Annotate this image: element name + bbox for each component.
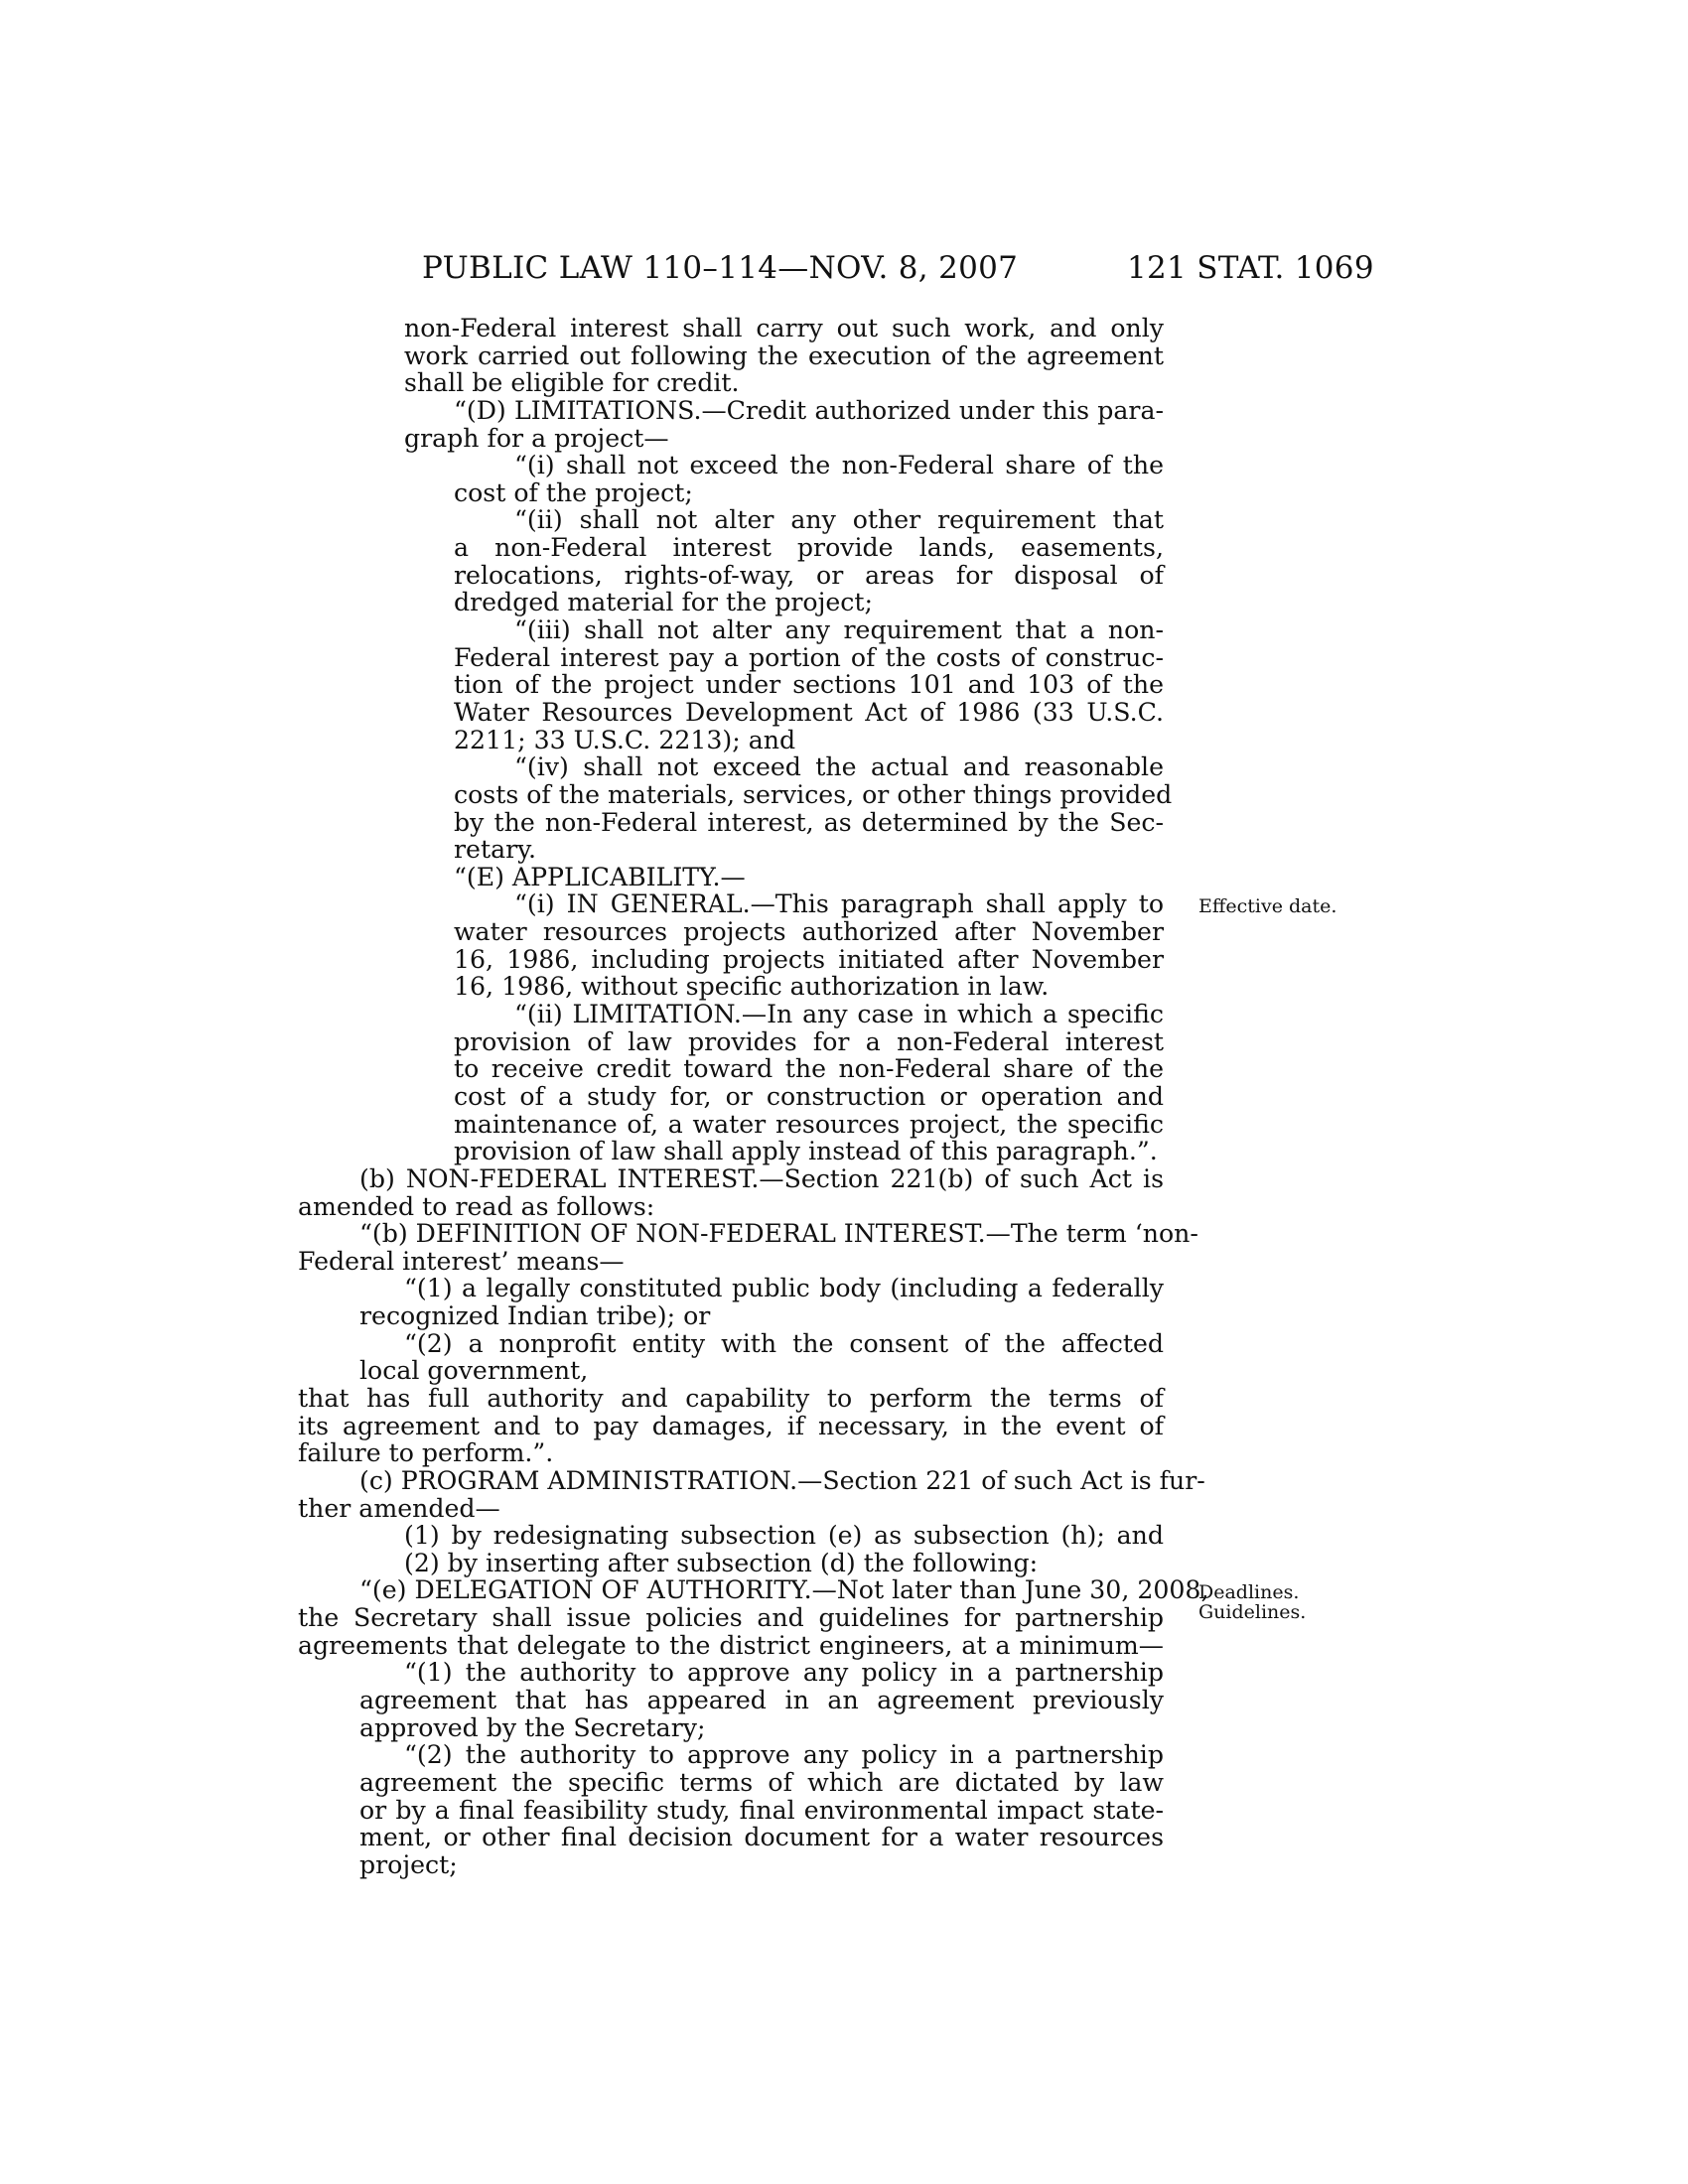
text-line: Water Resources Development Act of 1986 (33 U.S.C. [454,697,1164,727]
text-line: “(1) a legally constituted public body (including a federally [404,1274,1164,1303]
text-line: “(iii) shall not alter any requirement that a non- [514,615,1164,645]
text-line: retary. [454,835,537,865]
text-line: “(ii) LIMITATION.—In any case in which a specific [514,1000,1164,1029]
text-line: costs of the materials, services, or other things provided [454,779,1173,809]
text-line: “(i) IN GENERAL.—This paragraph shall apply to [514,889,1164,919]
margin-note-effective-date: Effective date. [1198,895,1337,917]
text-line: “(i) shall not exceed the non-Federal share of the [514,451,1164,480]
text-line: failure to perform.”. [298,1438,554,1468]
text-line: provision of law shall apply instead of this paragraph.”. [454,1137,1158,1166]
text-line: tion of the project under sections 101 and 103 of the [454,670,1164,700]
text-line: provision of law provides for a non-Federal interest [454,1026,1164,1056]
text-line: (c) PROGRAM ADMINISTRATION.—Section 221 of such Act is fur- [359,1465,1205,1495]
text-line: work carried out following the execution of the agreement [404,341,1164,370]
text-line: “(D) LIMITATIONS.—Credit authorized under this para- [454,395,1164,425]
text-line: agreements that delegate to the district engineers, at a minimum— [298,1630,1164,1660]
text-line: “(ii) shall not alter any other requirement that [514,505,1164,535]
text-line: Federal interest’ means— [298,1246,625,1276]
text-line: water resources projects authorized after November [454,917,1164,947]
text-line: “(iv) shall not exceed the actual and reasonable [514,752,1164,782]
text-line: “(2) a nonprofit entity with the consent of the affected [404,1328,1164,1358]
text-line: or by a final feasibility study, final environmental impact state- [359,1795,1164,1825]
text-line: relocations, rights-of-way, or areas for disposal of [454,560,1164,590]
text-line: ther amended— [298,1493,500,1523]
text-line: cost of a study for, or construction or operation and [454,1081,1164,1111]
text-line: amended to read as follows: [298,1191,655,1221]
text-line: agreement the specific terms of which are dictated by law [359,1767,1164,1797]
text-line: 16, 1986, without specific authorization in law. [454,972,1050,1002]
text-line: that has full authority and capability to perform the terms of [298,1383,1164,1413]
text-line: “(2) the authority to approve any policy in a partnership [404,1740,1164,1770]
statute-text [298,314,1209,1879]
text-line: the Secretary shall issue policies and guidelines for partnership [298,1603,1164,1633]
text-line: recognized Indian tribe); or [359,1301,711,1331]
text-line: cost of the project; [454,478,693,507]
text-line: “(1) the authority to approve any policy in a partnership [404,1658,1164,1688]
text-line: “(b) DEFINITION OF NON-FEDERAL INTEREST.—The term ‘non- [359,1219,1198,1249]
text-line: non-Federal interest shall carry out such work, and only [404,314,1164,342]
text-line: approved by the Secretary; [359,1712,706,1742]
text-line: graph for a project— [404,423,669,453]
text-line: by the non-Federal interest, as determined by the Sec- [454,807,1164,837]
running-header-left: PUBLIC LAW 110–114—NOV. 8, 2007 [422,250,1019,286]
text-line: Federal interest pay a portion of the costs of construc- [454,642,1164,672]
text-line: project; [359,1849,458,1879]
text-line: maintenance of, a water resources project, the specific [454,1109,1164,1139]
text-line: 16, 1986, including projects initiated after November [454,944,1164,974]
text-line: shall be eligible for credit. [404,368,740,398]
margin-note-deadlines: Deadlines. [1198,1581,1300,1603]
margin-note-guidelines: Guidelines. [1198,1601,1307,1623]
text-line: “(E) APPLICABILITY.— [454,862,746,891]
text-line: (b) NON-FEDERAL INTEREST.—Section 221(b) of such Act is [359,1163,1164,1193]
text-line: its agreement and to pay damages, if necessary, in the event of [298,1411,1164,1440]
text-line: “(e) DELEGATION OF AUTHORITY.—Not later than June 30, 2008, [359,1575,1209,1605]
text-line: dredged material for the project; [454,588,874,617]
text-line: to receive credit toward the non-Federal share of the [454,1054,1164,1084]
text-line: local government, [359,1356,589,1386]
text-line: ment, or other final decision document for a water resources [359,1823,1164,1852]
text-line: 2211; 33 U.S.C. 2213); and [454,725,796,754]
text-line: agreement that has appeared in an agreement previously [359,1686,1164,1715]
text-line: (2) by inserting after subsection (d) the following: [404,1548,1039,1577]
running-header-right: 121 STAT. 1069 [1127,250,1374,286]
text-line: a non-Federal interest provide lands, easements, [454,533,1164,563]
text-line: (1) by redesignating subsection (e) as subsection (h); and [404,1521,1164,1551]
